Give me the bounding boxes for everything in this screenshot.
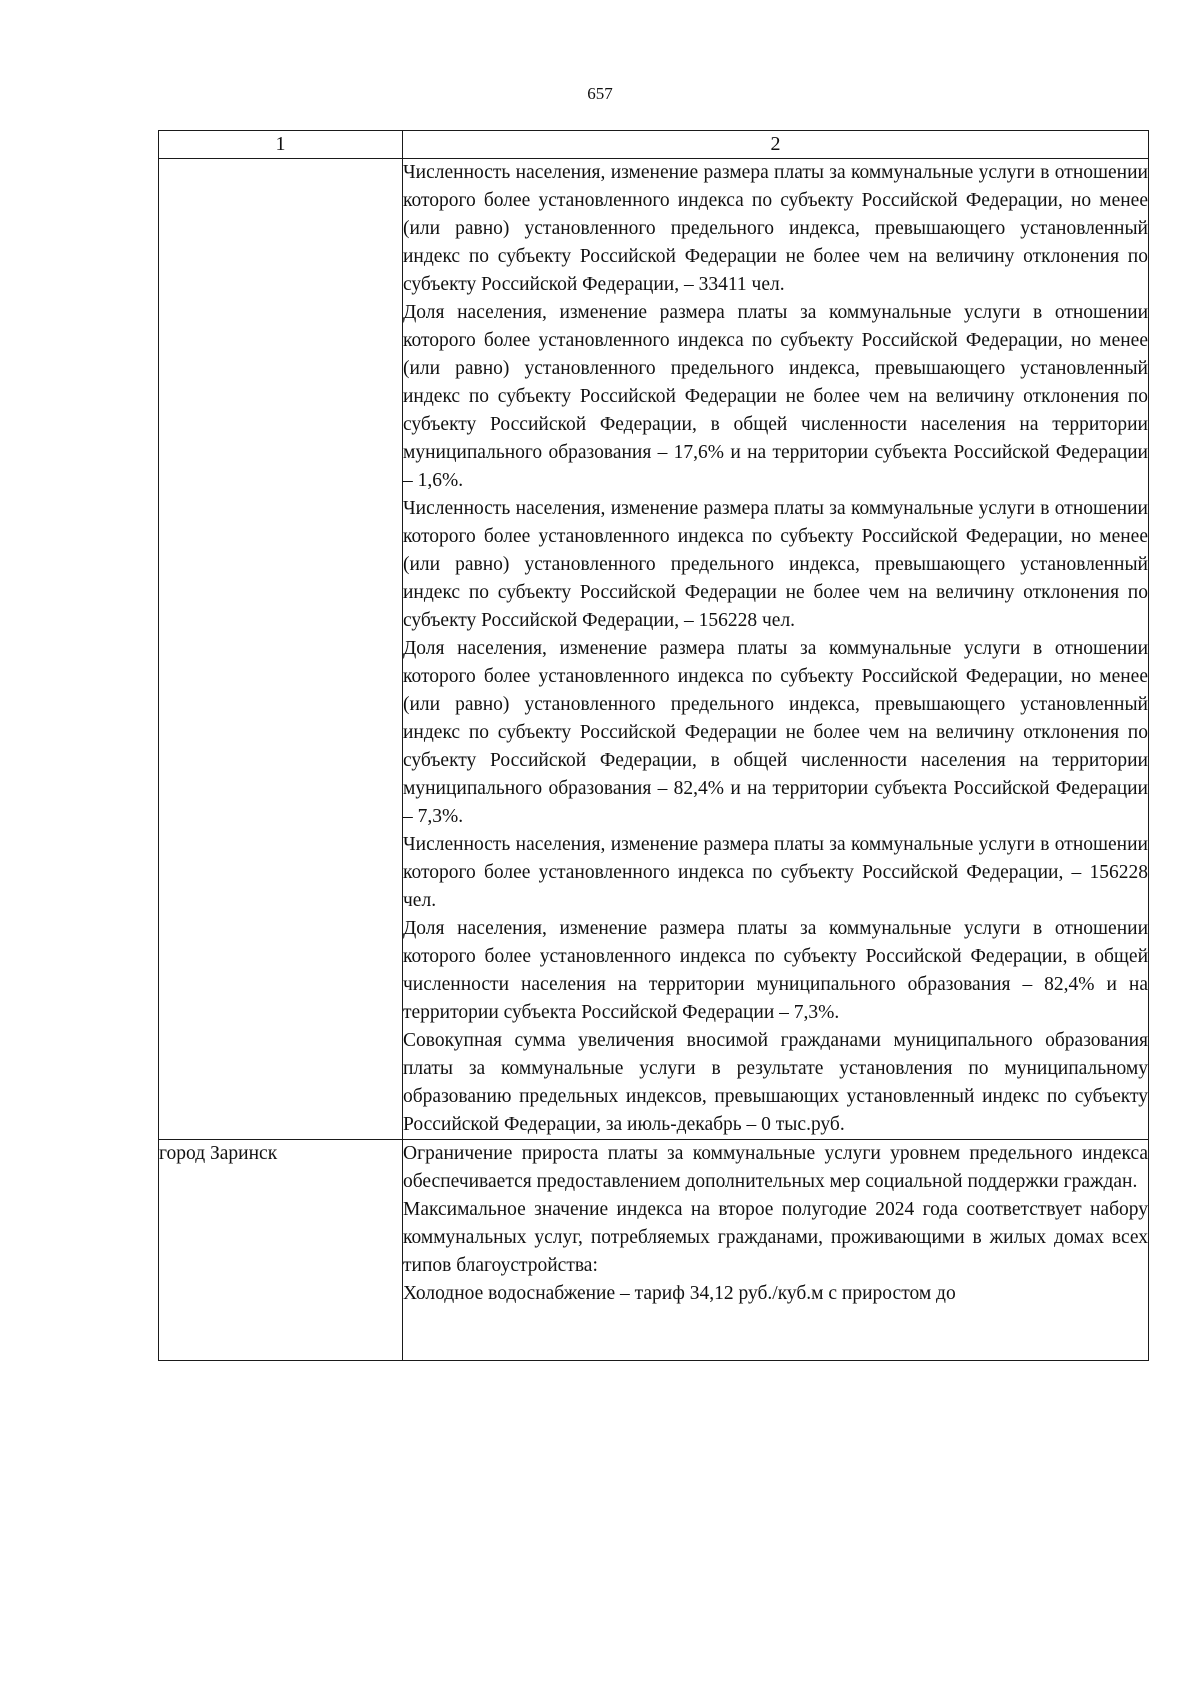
municipality-cell (159, 159, 403, 1140)
table-row (159, 159, 1149, 1140)
column-header-1: 1 (159, 131, 403, 159)
table-row (159, 1140, 1149, 1361)
paragraph: Ограничение прироста платы за коммунальные услуги уровнем предельного индекса обеспечивается предоставлением дополнительных мер социальной поддержки граждан. (403, 1143, 1148, 1192)
paragraph: Численность населения, изменение размера платы за коммунальные услуги в отношении которого более установленного индекса по субъекту Российской Федерации, но менее (или равно) установленного предельного индекса, превышающего установленный индекс по субъекту Российской Федерации не более чем на величину отклонения по субъекту Российской Федерации, – 156228 чел. (403, 498, 1148, 631)
paragraph: Доля населения, изменение размера платы за коммунальные услуги в отношении которого более установленного индекса по субъекту Российской Федерации, но менее (или равно) установленного предельного индекса, превышающего установленный индекс по субъекту Российской Федерации не более чем на величину отклонения по субъекту Российской Федерации, в общей численности населения на территории муниципального образования – 82,4% и на территории субъекта Российской Федерации – 7,3%. (403, 638, 1148, 827)
page-number: 657 (587, 84, 613, 103)
description-cell-content (403, 1140, 1148, 1360)
paragraph: Численность населения, изменение размера платы за коммунальные услуги в отношении которого более установленного индекса по субъекту Российской Федерации, но менее (или равно) установленного предельного индекса, превышающего установленный индекс по субъекту Российской Федерации не более чем на величину отклонения по субъекту Российской Федерации, – 33411 чел. (403, 162, 1148, 295)
column-header-2: 2 (403, 131, 1149, 159)
table-header-row (159, 131, 1149, 159)
paragraph: Холодное водоснабжение – тариф 34,12 руб./куб.м с приростом до (403, 1283, 956, 1304)
paragraph: Доля населения, изменение размера платы за коммунальные услуги в отношении которого более установленного индекса по субъекту Российской Федерации, в общей численности населения на территории муниципального образования – 82,4% и на территории субъекта Российской Федерации – 7,3%. (403, 918, 1148, 1023)
description-cell (403, 1140, 1149, 1361)
paragraph: Совокупная сумма увеличения вносимой гражданами муниципального образования платы за коммунальные услуги в результате установления по муниципальному образованию предельных индексов, превышающих установленный индекс по субъекту Российской Федерации, за июль-декабрь – 0 тыс.руб. (403, 1030, 1148, 1135)
paragraph: Доля населения, изменение размера платы за коммунальные услуги в отношении которого более установленного индекса по субъекту Российской Федерации, но менее (или равно) установленного предельного индекса, превышающего установленный индекс по субъекту Российской Федерации не более чем на величину отклонения по субъекту Российской Федерации, в общей численности населения на территории муниципального образования – 17,6% и на территории субъекта Российской Федерации – 1,6%. (403, 302, 1148, 491)
municipality-cell: город Заринск (159, 1140, 403, 1361)
document-table (158, 130, 1149, 1361)
description-cell (403, 159, 1149, 1140)
paragraph: Максимальное значение индекса на второе полугодие 2024 года соответствует набору коммунальных услуг, потребляемых гражданами, проживающими в жилых домах всех типов благоустройства: (403, 1199, 1148, 1276)
paragraph: Численность населения, изменение размера платы за коммунальные услуги в отношении которого более установленного индекса по субъекту Российской Федерации, – 156228 чел. (403, 834, 1148, 911)
